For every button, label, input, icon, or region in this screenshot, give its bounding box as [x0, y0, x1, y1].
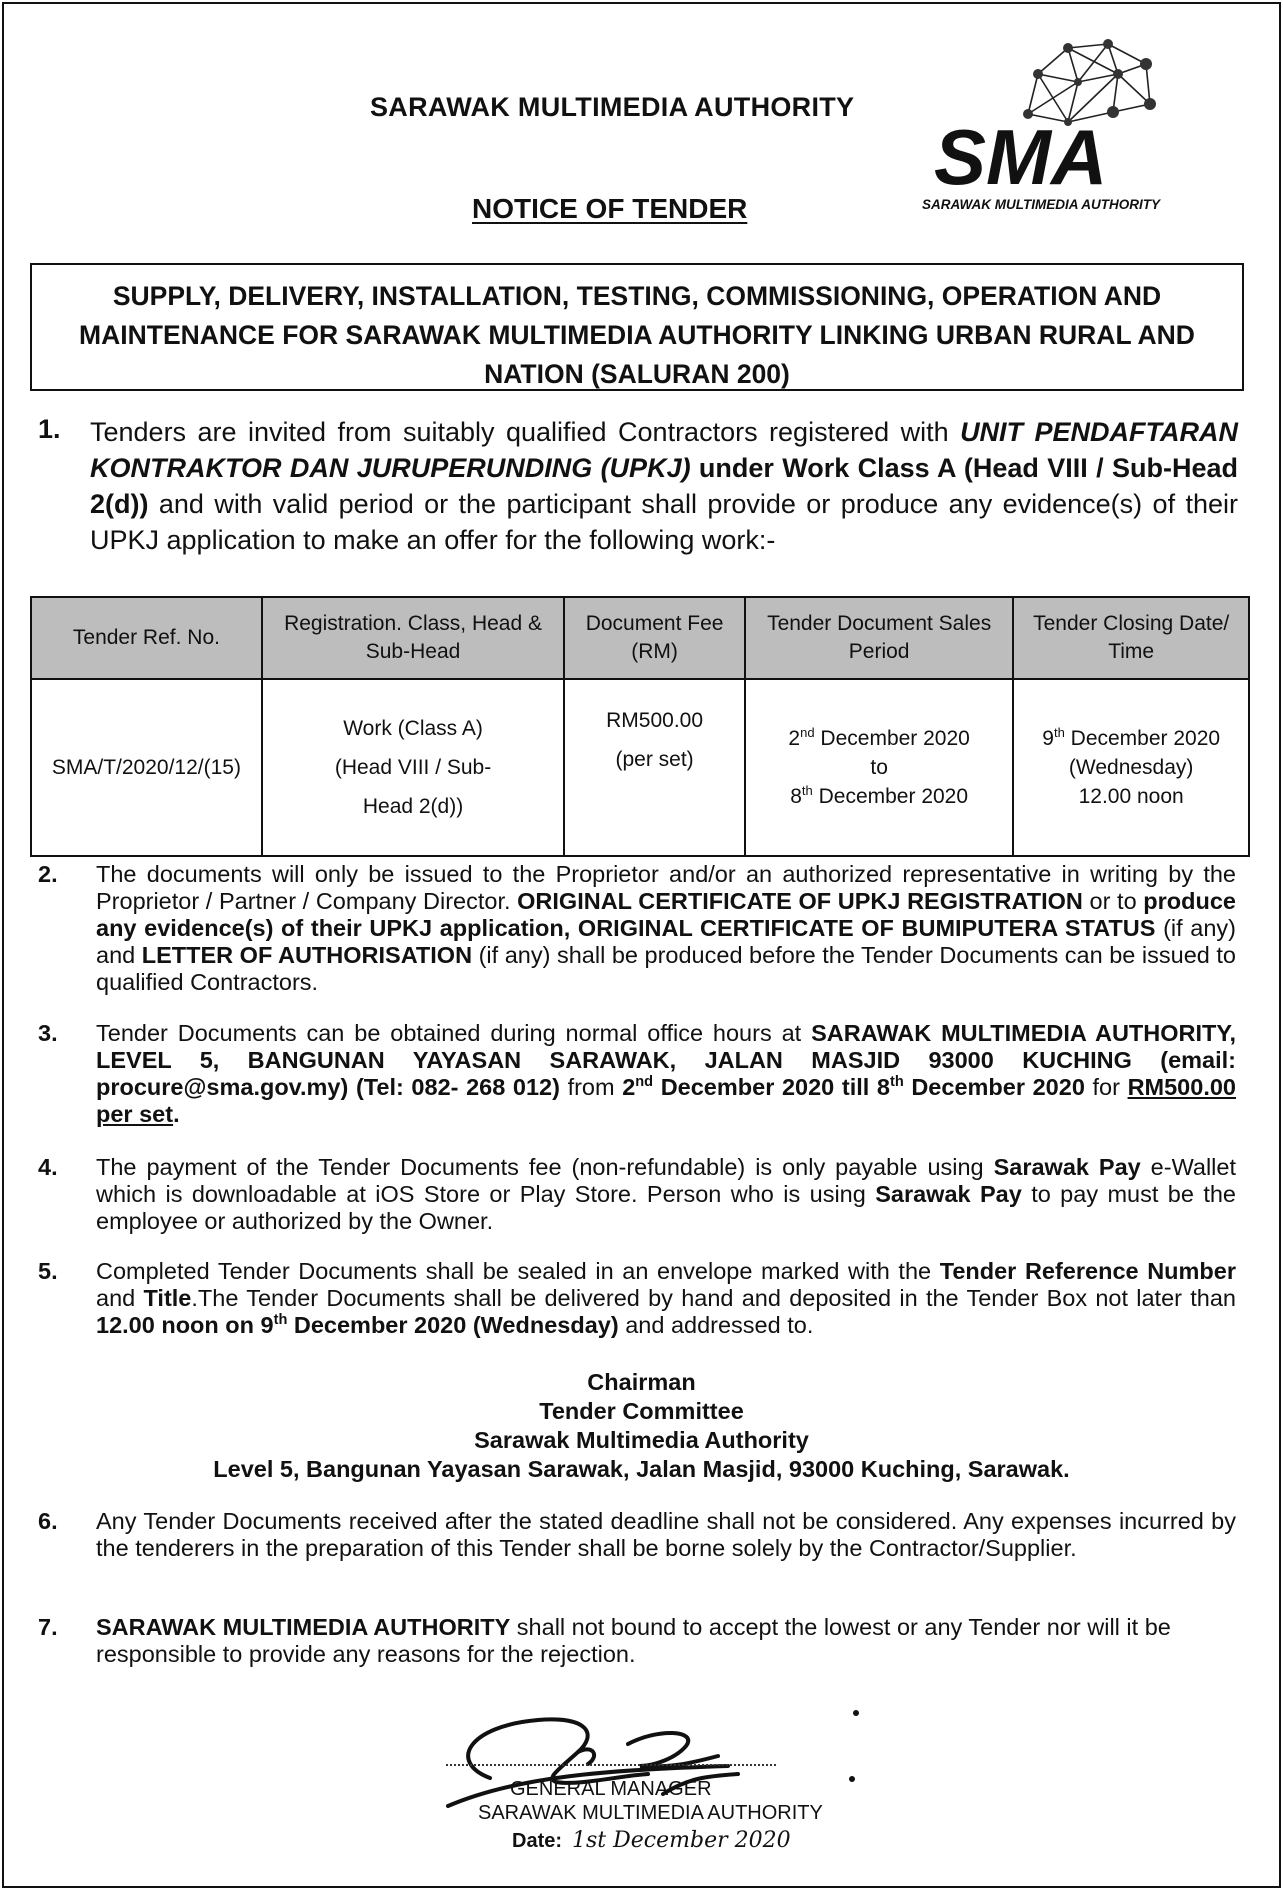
paragraph-number: 5.: [38, 1258, 58, 1284]
paragraph-number: 7.: [38, 1614, 58, 1640]
cell-line: (per set): [615, 748, 694, 771]
signatory-title: GENERAL MANAGER: [510, 1778, 712, 1800]
column-header: Tender Closing Date/ Time: [1013, 597, 1249, 679]
address-line: Chairman: [587, 1369, 696, 1395]
paragraph-4: The payment of the Tender Documents fee (non-refundable) is only payable using Sarawak Pay e-Wallet which is downloadable at iOS Store or Play Store. Person who is using Sarawak Pay to pay must be the employee or authorized by the Owner.: [96, 1154, 1236, 1234]
paragraph-3: Tender Documents can be obtained during normal office hours at SARAWAK MULTIMEDIA AUTHORITY, LEVEL 5, BANGUNAN YAYASAN SARAWAK, JALAN MASJID 93000 KUCHING (email: procure@sma.gov.my) (Tel: 082- 268 012) from 2nd December 2020 till 8th December 2020 for RM500.00 per set.: [96, 1020, 1236, 1127]
column-header: Tender Ref. No.: [31, 597, 262, 679]
subject-line: NATION (SALURAN 200): [484, 359, 790, 389]
signatory-org: SARAWAK MULTIMEDIA AUTHORITY: [478, 1802, 823, 1824]
cell-line: Head 2(d)): [362, 795, 464, 818]
subject-line: SUPPLY, DELIVERY, INSTALLATION, TESTING, COMMISSIONING, OPERATION AND: [112, 281, 1162, 311]
address-line: Tender Committee: [539, 1398, 744, 1424]
signature-date: [512, 1828, 791, 1853]
paragraph-7: SARAWAK MULTIMEDIA AUTHORITY shall not bound to accept the lowest or any Tender nor will it be responsible to provide any reasons for the rejection.: [96, 1614, 1171, 1667]
paragraph-number: 6.: [38, 1508, 58, 1534]
table-row: [31, 679, 1249, 856]
sales-period-cell: [745, 679, 1013, 856]
subject-line: MAINTENANCE FOR SARAWAK MULTIMEDIA AUTHORITY LINKING URBAN RURAL AND: [79, 320, 1195, 350]
tender-table: [30, 596, 1250, 857]
tender-subject-box: [30, 263, 1244, 391]
cell-line: 8th December 2020: [790, 783, 969, 808]
sma-logo: [918, 34, 1176, 214]
paragraph-6: Any Tender Documents received after the stated deadline shall not be considered. Any expenses incurred by the tenderers in the preparation of this Tender shall be borne solely by the Contractor/Supplier.: [96, 1508, 1236, 1561]
network-graphic-icon: [918, 34, 1176, 214]
cell-line: 12.00 noon: [1078, 785, 1184, 808]
work-class: under Work Class A (Head VIII / Sub-Head 2(d)): [90, 453, 1238, 519]
tender-address-block: [0, 1368, 1283, 1484]
closing-date-cell: [1013, 679, 1249, 856]
address-line: Level 5, Bangunan Yayasan Sarawak, Jalan Masjid, 93000 Kuching, Sarawak.: [213, 1456, 1070, 1482]
table-header-row: [31, 597, 1249, 679]
signature-dot: [849, 1776, 855, 1782]
cell-line: (Head VIII / Sub-: [334, 756, 492, 779]
text: Tenders are invited from suitably qualified Contractors registered with: [90, 417, 961, 447]
paragraph-2: The documents will only be issued to the Proprietor and/or an authorized representative in writing by the Proprietor / Partner / Company Director. ORIGINAL CERTIFICATE OF UPKJ REGISTRATION or to produce any evidence(s) of their UPKJ application, ORIGINAL CERTIFICATE OF BUMIPUTERA STATUS (if any) and LETTER OF AUTHORISATION (if any) shall be produced before the Tender Documents can be issued to qualified Contractors.: [96, 861, 1236, 995]
notice-title: NOTICE OF TENDER: [472, 193, 748, 224]
tender-ref-cell: SMA/T/2020/12/(15): [31, 679, 262, 856]
registration-class-cell: [262, 679, 564, 856]
paragraph-number: 2.: [38, 861, 58, 887]
upkj-name: UNIT PENDAFTARAN KONTRAKTOR DAN JURUPERUNDING (UPKJ): [90, 417, 1239, 483]
cell-line: RM500.00: [606, 709, 704, 732]
cell-line: 2nd December 2020: [788, 725, 970, 750]
column-header: Registration. Class, Head & Sub-Head: [262, 597, 564, 679]
paragraph-5: Completed Tender Documents shall be sealed in an envelope marked with the Tender Reference Number and Title.The Tender Documents shall be delivered by hand and deposited in the Tender Box not later than 12.00 noon on 9th December 2020 (Wednesday) and addressed to.: [96, 1258, 1236, 1338]
paragraph-1: [90, 414, 1238, 558]
paragraph-number: 1.: [38, 414, 61, 444]
cell-line: Work (Class A): [343, 717, 483, 740]
signature-line: [446, 1764, 776, 1766]
paragraph-number: 3.: [38, 1020, 58, 1046]
logo-mark: SMA: [934, 113, 1108, 201]
organization-title: SARAWAK MULTIMEDIA AUTHORITY: [370, 92, 855, 122]
text: and with valid period or the participant shall provide or produce any evidence(s) of their UPKJ application to make an offer for the following work:-: [90, 489, 1238, 555]
cell-line: to: [870, 756, 888, 779]
cell-line: (Wednesday): [1068, 756, 1194, 779]
document-fee-cell: [564, 679, 745, 856]
date-label: Date:: [512, 1830, 563, 1852]
logo-caption: SARAWAK MULTIMEDIA AUTHORITY: [922, 197, 1160, 212]
address-line: Sarawak Multimedia Authority: [474, 1427, 809, 1453]
paragraph-number: 4.: [38, 1154, 58, 1180]
date-value: 1st December 2020: [572, 1828, 791, 1853]
cell-line: 9th December 2020: [1042, 725, 1221, 750]
column-header: Document Fee (RM): [564, 597, 745, 679]
signature-dot: [853, 1710, 859, 1716]
column-header: Tender Document Sales Period: [745, 597, 1013, 679]
